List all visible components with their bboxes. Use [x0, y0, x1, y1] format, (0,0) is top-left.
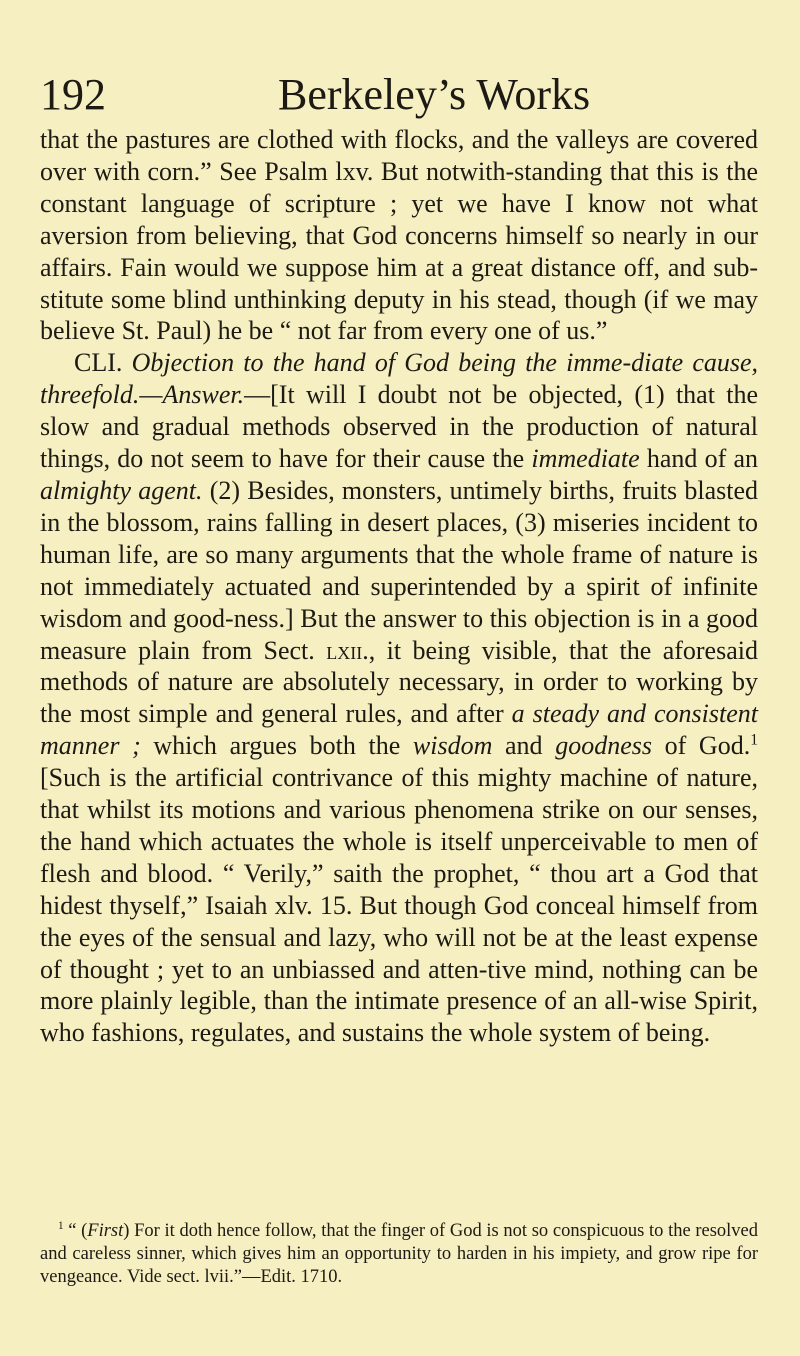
emphasis: almighty agent.: [40, 475, 203, 505]
footnote: $^1$ “ (First) For it doth hence follow, that the finger of God is not so conspicuous to the resolved and careless sinner, which gives him an opportunity to harden in his impiety, and grow ripe for vengeance. Vide sect. lvii.”—Edit. 1710.: [40, 1219, 759, 1287]
section-reference: lxii.: [326, 635, 369, 665]
section-heading: Objection to the hand of God being the imme-diate cause, threefold.—Answer.: [40, 348, 759, 410]
text-run: , it being visible, that the aforesaid methods of nature are absolutely necessary, in order to working by the most simple and general rules, and after: [40, 635, 758, 729]
page-number: 192: [40, 70, 106, 119]
footnote-text: ) For it doth hence follow, that the finger of God is not so conspicuous to the resolved and careless sinner, which gives him an opportunity to harden in his impiety, and grow ripe for vengeance. Vide sect. lvii.”—Edit. 1710.: [40, 1221, 759, 1287]
text-run: (2) Besides, monsters, untimely births, fruits blasted in the blossom, rains falling in desert places, (3) miseries incident to human life, are so many arguments that the whole frame of nature is not immediately actuated and superintended by a spirit of infinite wisdom and good-ness.] But the answer to this objection is in a good measure plain from Sect.: [40, 475, 758, 665]
running-title: Berkeley’s Works: [278, 70, 591, 119]
emphasis: immediate: [531, 444, 640, 474]
running-header: [40, 70, 760, 120]
text-run: which argues both the: [140, 731, 413, 761]
text-run: —[It will I doubt not be objected, (1) that the slow and gradual methods observed in the production of natural things, do not seem to have for their cause the: [40, 380, 758, 474]
text-run: [Such is the artificial contrivance of this mighty machine of nature, that whilst its motions and various phenomena strike on our senses, the hand which actuates the whole is itself unperceivable to men of flesh and blood. “ Verily,” saith the prophet, “ thou art a God that hidest thyself,” Isaiah xlv. 15. But though God conceal himself from the eyes of the sensual and lazy, who will not be at the least expense of thought ; yet to an unbiassed and atten-tive mind, nothing can be more plainly legible, than the intimate presence of an all-wise Spirit, who fashions, regulates, and sustains the whole system of being.: [40, 763, 758, 1048]
main-text: [40, 124, 758, 1049]
section-number: CLI.: [74, 348, 123, 378]
emphasis: a steady and consistent manner ;: [40, 699, 758, 761]
paragraph-section-cli: [40, 347, 758, 1049]
emphasis: wisdom: [412, 731, 493, 761]
text-run: and: [492, 731, 556, 761]
footnote-emphasis: First: [87, 1221, 124, 1241]
text-run: hand of an: [639, 444, 758, 474]
footnote-open: “ (: [68, 1221, 88, 1241]
paragraph-continuation: that the pastures are clothed with flocks, and the valleys are covered over with corn.” See Psalm lxv. But notwith-standing that this is the constant language of scripture ; yet we have I know not what aversion from believing, that God concerns himself so nearly in our affairs. Fain would we suppose him at a great distance off, and sub-stitute some blind unthinking deputy in his stead, though (if we may believe St. Paul) he be “ not far from every one of us.”: [40, 125, 758, 346]
emphasis: goodness: [555, 731, 652, 761]
footnote-reference[interactable]: 1: [750, 731, 759, 749]
text-run: of God.: [651, 731, 751, 761]
